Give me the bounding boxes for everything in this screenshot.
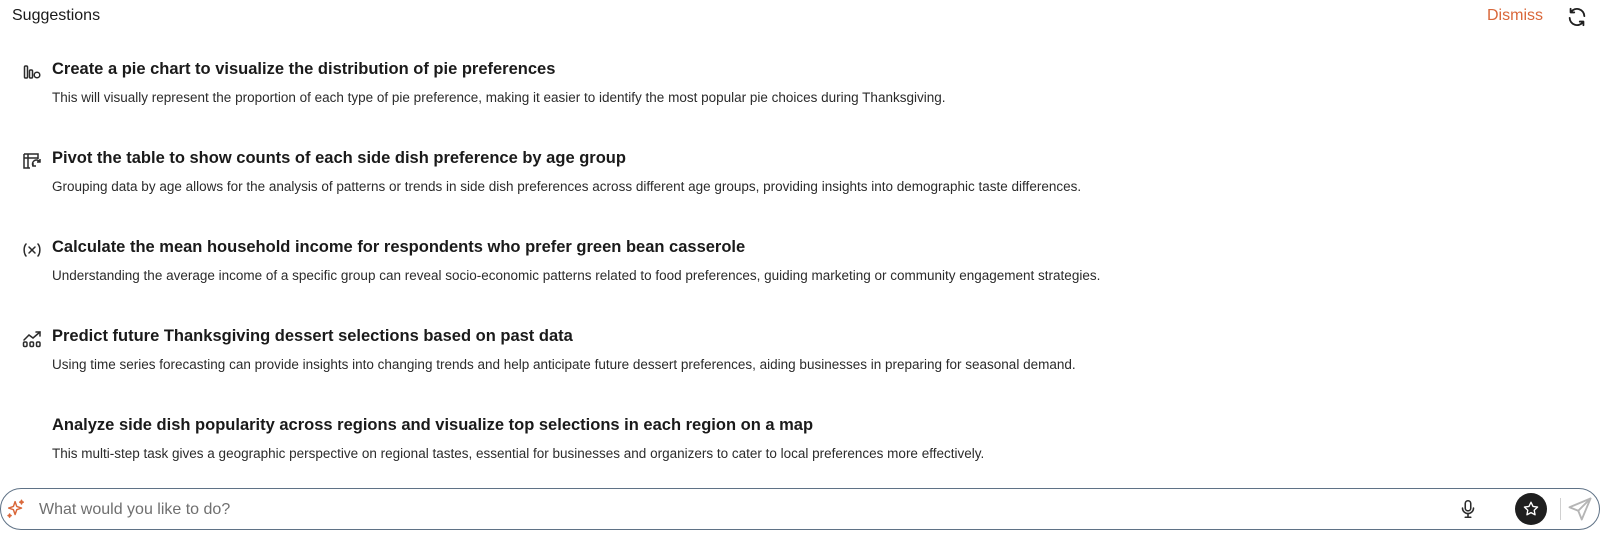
suggestion-title: Pivot the table to show counts of each side dish preference by age group [52,149,626,167]
suggestions-title: Suggestions [12,7,101,24]
dismiss-button[interactable]: Dismiss [1487,7,1543,24]
pivot-table-icon [21,150,43,172]
suggestions-header [0,0,1600,34]
suggestion-item[interactable] [0,144,1600,233]
prompt-input[interactable] [37,495,1441,524]
suggestion-title: Create a pie chart to visualize the distribution of pie preferences [52,60,556,78]
suggestion-title: Predict future Thanksgiving dessert selections based on past data [52,327,573,345]
forecast-icon [21,328,43,350]
star-button[interactable] [1515,493,1547,525]
suggestion-title: Analyze side dish popularity across regions and visualize top selections in each region on a map [52,416,814,434]
suggestion-description: Understanding the average income of a specific group can reveal socio-economic patterns related to food preferences, guiding marketing or community engagement strategies. [52,268,1101,283]
suggestion-item[interactable] [0,55,1600,144]
prompt-bar[interactable] [0,488,1600,530]
refresh-icon[interactable] [1566,6,1588,28]
suggestion-description: This will visually represent the proportion of each type of pie preference, making it easier to identify the most popular pie choices during Thanksgiving. [52,90,946,105]
input-divider [1560,498,1561,520]
suggestion-description: Using time series forecasting can provide insights into changing trends and help anticipate future dessert preferences, aiding businesses in preparing for seasonal demand. [52,357,1076,372]
suggestion-description: Grouping data by age allows for the analysis of patterns or trends in side dish preferences across different age groups, providing insights into demographic taste differences. [52,179,1082,194]
microphone-icon[interactable] [1457,498,1479,520]
send-icon[interactable] [1566,495,1594,523]
suggestion-description: This multi-step task gives a geographic perspective on regional tastes, essential for businesses and organizers to cater to local preferences more effectively. [52,446,985,461]
chart-icon [21,61,43,83]
suggestion-title: Calculate the mean household income for respondents who prefer green bean casserole [52,238,746,256]
suggestion-item[interactable] [0,411,1600,500]
star-icon [1522,500,1540,518]
suggestion-item[interactable] [0,322,1600,411]
function-icon [21,239,43,261]
sparkle-icon [5,498,27,520]
suggestion-item[interactable] [0,233,1600,322]
suggestions-list [0,55,1600,500]
